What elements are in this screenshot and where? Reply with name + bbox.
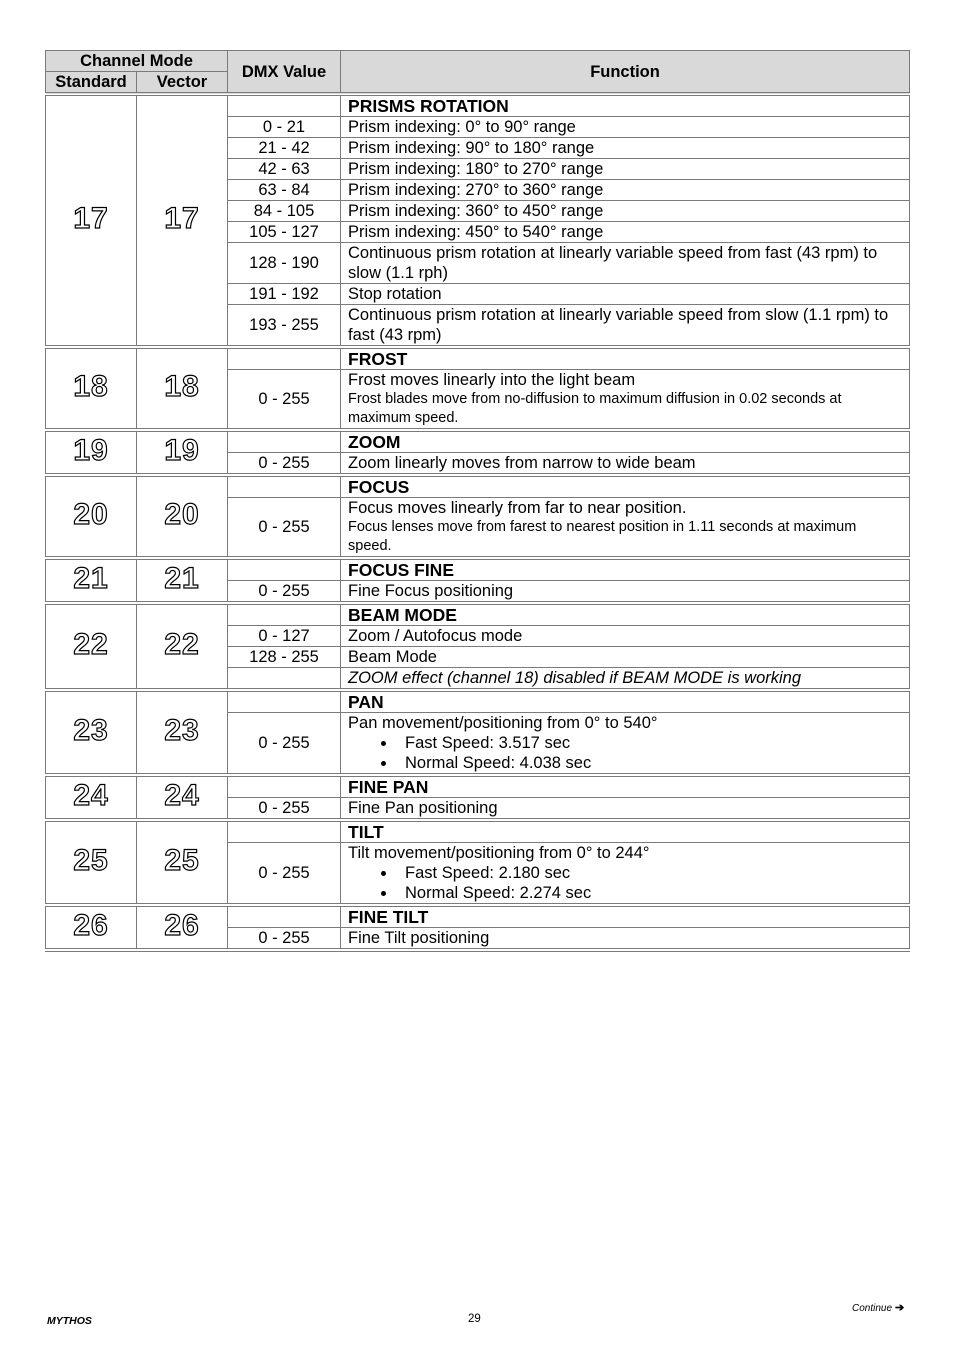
- vector-channel-number: [137, 905, 228, 950]
- table-row: [46, 905, 910, 928]
- function-description: [341, 284, 910, 305]
- dmx-channel-table: [45, 50, 909, 952]
- vector-channel-label: 26: [164, 908, 200, 942]
- vector-header: Vector: [137, 72, 228, 95]
- function-description: [341, 222, 910, 243]
- standard-channel-number: [46, 603, 137, 690]
- dmx-value-empty: [228, 430, 341, 453]
- vector-channel-number: [137, 603, 228, 690]
- function-text: Focus moves linearly from far to near position.: [348, 499, 687, 517]
- function-text: Pan movement/positioning from 0° to 540°: [348, 714, 658, 732]
- standard-channel-label: 22: [73, 627, 109, 661]
- function-title: FINE TILT: [341, 905, 910, 928]
- standard-channel-number: [46, 347, 137, 430]
- function-description: [341, 798, 910, 821]
- function-description: [341, 243, 910, 284]
- table-header: [46, 51, 910, 95]
- function-title: FOCUS: [341, 475, 910, 498]
- vector-channel-number: [137, 475, 228, 558]
- continue-note: [852, 1301, 904, 1314]
- speed-item: • Normal Speed: 4.038 sec: [397, 753, 903, 773]
- function-note: Frost blades move from no-diffusion to maximum diffusion in 0.02 seconds at maximum speed.: [348, 391, 842, 426]
- function-text: Prism indexing: 180° to 270° range: [348, 160, 604, 178]
- function-text: Frost moves linearly into the light beam: [348, 371, 636, 389]
- function-description: [341, 138, 910, 159]
- vector-channel-number: [137, 820, 228, 905]
- standard-channel-label: 18: [73, 369, 109, 403]
- channel-table: [45, 50, 910, 952]
- vector-channel-number: [137, 558, 228, 603]
- function-text: Fine Focus positioning: [348, 582, 514, 600]
- channel-group: [46, 603, 910, 690]
- speed-item: • Fast Speed: 3.517 sec: [397, 733, 903, 753]
- function-text: Fine Pan positioning: [348, 799, 498, 817]
- dmx-value-empty: [228, 775, 341, 798]
- channel-group: [46, 475, 910, 558]
- dmx-value: 0 - 255: [228, 843, 341, 906]
- function-title: FINE PAN: [341, 775, 910, 798]
- function-text: Zoom linearly moves from narrow to wide beam: [348, 454, 696, 472]
- dmx-value: 0 - 255: [228, 370, 341, 431]
- vector-channel-number: [137, 690, 228, 775]
- vector-channel-label: 20: [164, 497, 200, 531]
- dmx-value-header: DMX Value: [228, 51, 341, 95]
- speed-list: [348, 863, 903, 903]
- standard-channel-label: 24: [73, 778, 109, 812]
- vector-channel-number: [137, 94, 228, 347]
- standard-channel-label: 26: [73, 908, 109, 942]
- table-row: [46, 94, 910, 117]
- channel-group: [46, 775, 910, 820]
- vector-channel-label: 24: [164, 778, 200, 812]
- dmx-value: [228, 668, 341, 691]
- function-title: ZOOM: [341, 430, 910, 453]
- function-title: FROST: [341, 347, 910, 370]
- dmx-value: 105 - 127: [228, 222, 341, 243]
- table-row: [46, 475, 910, 498]
- arrow-right-icon: ➔: [895, 1302, 905, 1314]
- dmx-value: 0 - 21: [228, 117, 341, 138]
- standard-channel-number: [46, 690, 137, 775]
- channel-group: [46, 690, 910, 775]
- function-description: [341, 498, 910, 559]
- continue-label: Continue: [852, 1303, 893, 1314]
- vector-channel-number: [137, 347, 228, 430]
- dmx-value-empty: [228, 690, 341, 713]
- channel-group: [46, 905, 910, 950]
- dmx-value-empty: [228, 603, 341, 626]
- standard-channel-number: [46, 558, 137, 603]
- function-title: PAN: [341, 690, 910, 713]
- standard-channel-label: 17: [73, 201, 109, 235]
- dmx-value: 193 - 255: [228, 305, 341, 348]
- dmx-value-empty: [228, 347, 341, 370]
- dmx-value: 21 - 42: [228, 138, 341, 159]
- dmx-value: 0 - 255: [228, 798, 341, 821]
- function-text: Prism indexing: 450° to 540° range: [348, 223, 604, 241]
- dmx-value: 0 - 127: [228, 626, 341, 647]
- channel-group: [46, 347, 910, 430]
- dmx-value: 128 - 255: [228, 647, 341, 668]
- vector-channel-number: [137, 430, 228, 475]
- function-text: Prism indexing: 0° to 90° range: [348, 118, 576, 136]
- table-row: [46, 775, 910, 798]
- table-row: [46, 603, 910, 626]
- function-description: [341, 647, 910, 668]
- standard-channel-label: 23: [73, 713, 109, 747]
- function-description: [341, 201, 910, 222]
- vector-channel-label: 19: [164, 433, 200, 467]
- channel-group: [46, 820, 910, 905]
- table-row: [46, 690, 910, 713]
- function-title: BEAM MODE: [341, 603, 910, 626]
- function-text: Stop rotation: [348, 285, 442, 303]
- vector-channel-label: 17: [164, 201, 200, 235]
- function-header: Function: [341, 51, 910, 95]
- function-text: Prism indexing: 270° to 360° range: [348, 181, 604, 199]
- function-description: [341, 117, 910, 138]
- dmx-value: 0 - 255: [228, 453, 341, 476]
- function-description: [341, 626, 910, 647]
- standard-channel-number: [46, 475, 137, 558]
- function-description: [341, 159, 910, 180]
- function-description: [341, 713, 910, 776]
- table-row: [46, 558, 910, 581]
- vector-channel-label: 22: [164, 627, 200, 661]
- dmx-value-empty: [228, 820, 341, 843]
- function-description: [341, 453, 910, 476]
- function-description: [341, 928, 910, 951]
- function-text: Prism indexing: 90° to 180° range: [348, 139, 595, 157]
- standard-channel-label: 20: [73, 497, 109, 531]
- function-text: Tilt movement/positioning from 0° to 244°: [348, 844, 650, 862]
- vector-channel-number: [137, 775, 228, 820]
- standard-channel-number: [46, 94, 137, 347]
- table-row: [46, 820, 910, 843]
- page-number: 29: [468, 1313, 481, 1325]
- dmx-value: 0 - 255: [228, 713, 341, 776]
- standard-channel-number: [46, 820, 137, 905]
- standard-channel-number: [46, 905, 137, 950]
- function-description: [341, 668, 910, 691]
- dmx-value: 63 - 84: [228, 180, 341, 201]
- standard-channel-label: 21: [73, 561, 109, 595]
- dmx-value: 84 - 105: [228, 201, 341, 222]
- channel-group: [46, 430, 910, 475]
- function-description: [341, 305, 910, 348]
- dmx-value: 128 - 190: [228, 243, 341, 284]
- function-text: Fine Tilt positioning: [348, 929, 490, 947]
- dmx-value: 191 - 192: [228, 284, 341, 305]
- function-text: Continuous prism rotation at linearly variable speed from slow (1.1 rpm) to fast (43 rpm): [348, 306, 889, 344]
- function-note: Focus lenses move from farest to nearest position in 1.11 seconds at maximum speed.: [348, 519, 857, 554]
- function-text: Zoom / Autofocus mode: [348, 627, 523, 645]
- channel-group: [46, 558, 910, 603]
- vector-channel-label: 23: [164, 713, 200, 747]
- vector-channel-label: 21: [164, 561, 200, 595]
- speed-item: • Normal Speed: 2.274 sec: [397, 883, 903, 903]
- channel-group: [46, 94, 910, 347]
- function-text: Prism indexing: 360° to 450° range: [348, 202, 604, 220]
- standard-channel-label: 19: [73, 433, 109, 467]
- product-name: MYTHOS: [47, 1315, 92, 1327]
- function-title: TILT: [341, 820, 910, 843]
- function-title: PRISMS ROTATION: [341, 94, 910, 117]
- dmx-value: 0 - 255: [228, 581, 341, 604]
- function-text: Continuous prism rotation at linearly variable speed from fast (43 rpm) to slow (1.1 rph): [348, 244, 878, 282]
- function-text: Beam Mode: [348, 648, 437, 666]
- dmx-value: 0 - 255: [228, 498, 341, 559]
- table-row: [46, 347, 910, 370]
- speed-item: • Fast Speed: 2.180 sec: [397, 863, 903, 883]
- vector-channel-label: 25: [164, 843, 200, 877]
- dmx-value: 0 - 255: [228, 928, 341, 951]
- dmx-value-empty: [228, 94, 341, 117]
- standard-channel-label: 25: [73, 843, 109, 877]
- standard-channel-number: [46, 775, 137, 820]
- function-text: ZOOM effect (channel 18) disabled if BEAM MODE is working: [348, 669, 802, 687]
- dmx-value-empty: [228, 558, 341, 581]
- function-description: [341, 180, 910, 201]
- table-row: [46, 430, 910, 453]
- function-description: [341, 370, 910, 431]
- standard-header: Standard: [46, 72, 137, 95]
- dmx-value-empty: [228, 905, 341, 928]
- function-description: [341, 581, 910, 604]
- speed-list: [348, 733, 903, 773]
- function-title: FOCUS FINE: [341, 558, 910, 581]
- vector-channel-label: 18: [164, 369, 200, 403]
- channel-mode-header: Channel Mode: [46, 51, 228, 72]
- dmx-value-empty: [228, 475, 341, 498]
- dmx-value: 42 - 63: [228, 159, 341, 180]
- function-description: [341, 843, 910, 906]
- standard-channel-number: [46, 430, 137, 475]
